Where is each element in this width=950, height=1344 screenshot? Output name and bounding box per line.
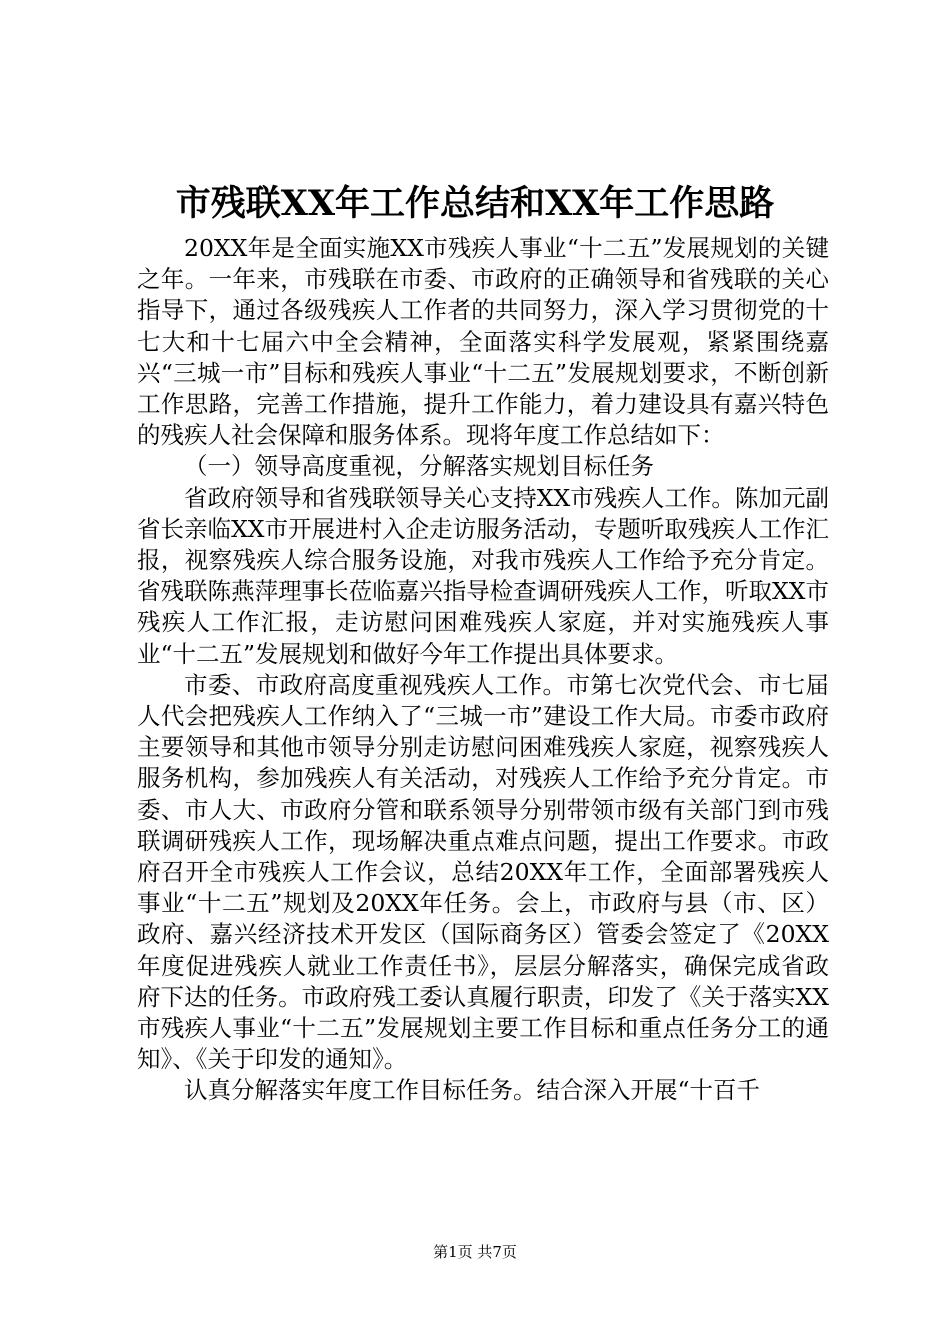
- document-title: 市残联XX年工作总结和XX年工作思路: [175, 183, 775, 224]
- paragraph-task-breakdown: 认真分解落实年度工作目标任务。结合深入开展“十百千: [184, 1076, 761, 1105]
- section-heading: （一）领导高度重视，分解落实规划目标任务: [184, 452, 654, 481]
- page-number: 第1页 共7页: [433, 1243, 517, 1261]
- paragraph-provincial-support: 省政府领导和省残联领导关心支持XX市残疾人工作。陈加元副省长亲临XX市开展进村入企走访服务活动，专题听取残疾人工作汇报，视察残疾人综合服务设施，对我市残疾人工作给予充分肯定。省残联陈燕萍理事长莅临嘉兴指导检查调研残疾人工作，听取XX市残疾人工作汇报，走访慰问困难残疾人家庭，并对实施残疾人事业“十二五”发展规划和做好今年工作提出具体要求。: [137, 483, 829, 668]
- document-body: [137, 233, 829, 1107]
- paragraph-city-leadership: 市委、市政府高度重视残疾人工作。市第七次党代会、市七届人代会把残疾人工作纳入了“三城一市”建设工作大局。市委市政府主要领导和其他市领导分别走访慰问困难残疾人家庭，视察残疾人服务机构，参加残疾人有关活动，对残疾人工作给予充分肯定。市委、市人大、市政府分管和联系领导分别带领市级有关部门到市残联调研残疾人工作，现场解决重点难点问题，提出工作要求。市政府召开全市残疾人工作会议，总结20XX年工作，全面部署残疾人事业“十二五”规划及20XX年任务。会上，市政府与县（市、区）政府、嘉兴经济技术开发区（国际商务区）管委会签定了《20XX年度促进残疾人就业工作责任书》，层层分解落实，确保完成省政府下达的任务。市政府残工委认真履行职责，印发了《关于落实XX市残疾人事业“十二五”发展规划主要工作目标和重点任务分工的通知》、《关于印发的通知》。: [137, 670, 829, 1074]
- paragraph-intro: 20XX年是全面实施XX市残疾人事业“十二五”发展规划的关键之年。一年来，市残联在市委、市政府的正确领导和省残联的关心指导下，通过各级残疾人工作者的共同努力，深入学习贯彻党的十七大和十七届六中全会精神，全面落实科学发展观，紧紧围绕嘉兴“三城一市”目标和残疾人事业“十二五”发展规划要求，不断创新工作思路，完善工作措施，提升工作能力，着力建设具有嘉兴特色的残疾人社会保障和服务体系。现将年度工作总结如下：: [137, 234, 829, 450]
